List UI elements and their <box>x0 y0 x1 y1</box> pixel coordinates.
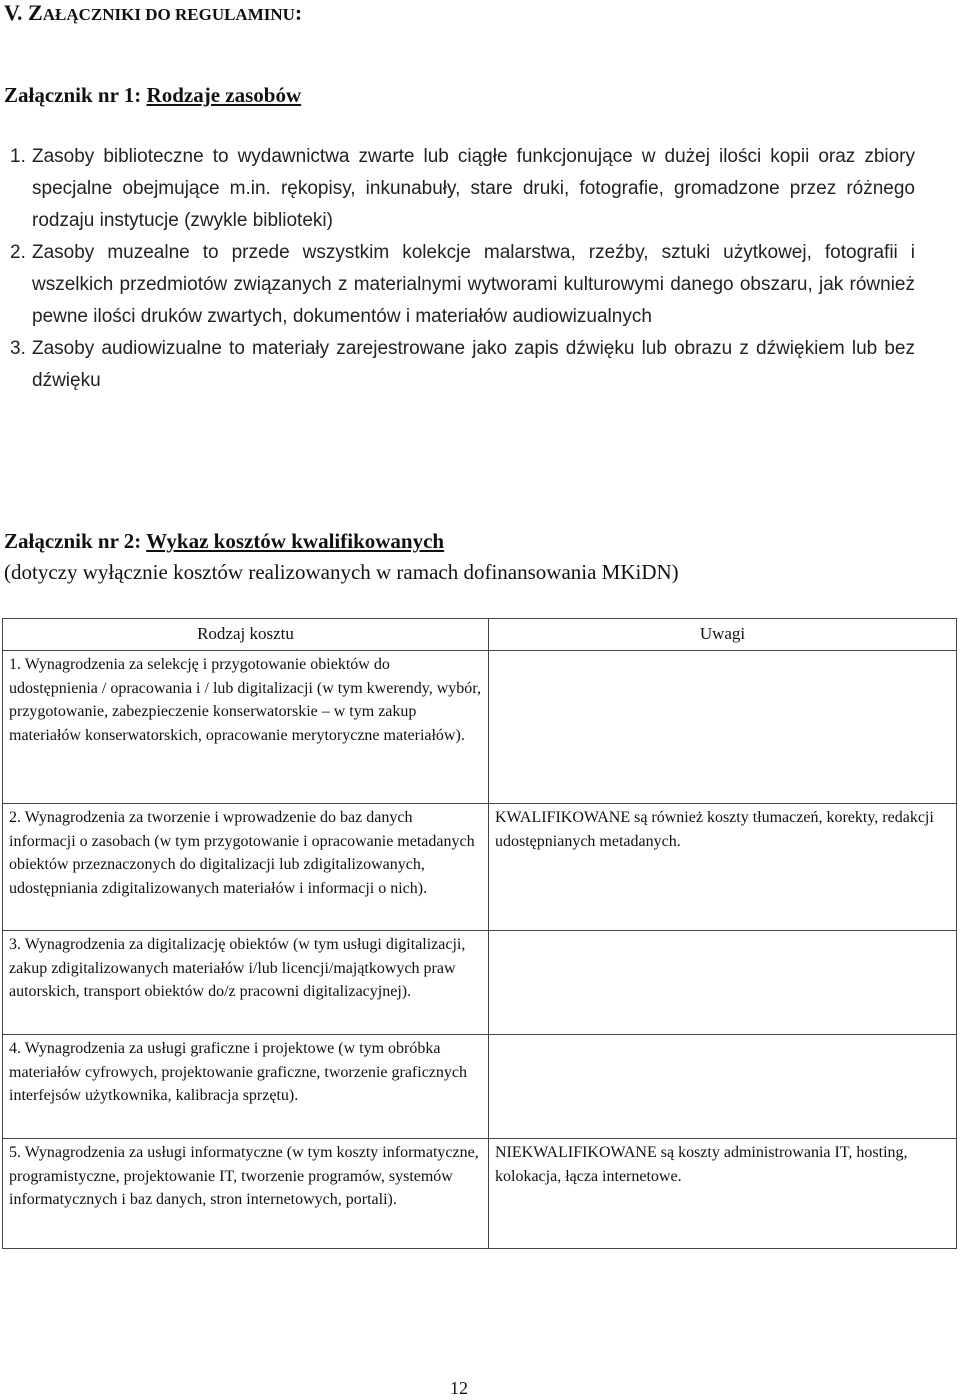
table-row <box>3 1035 957 1139</box>
table-row <box>3 1139 957 1249</box>
table-header-row <box>3 619 957 651</box>
column-header-cost-type: Rodzaj kosztu <box>3 619 489 651</box>
cost-cell: 4. Wynagrodzenia za usługi graficzne i projektowe (w tym obróbka materiałów cyfrowych, projektowanie graficzne, tworzenie graficznych interfejsów użytkownika, kalibracja sprzętu). <box>3 1035 489 1139</box>
list-item-text: Zasoby audiowizualne to materiały zarejestrowane jako zapis dźwięku lub obrazu z dźwiękiem lub bez dźwięku <box>32 338 915 391</box>
notes-cell: NIEKWALIFIKOWANE są koszty administrowania IT, hosting, kolokacja, łącza internetowe. <box>489 1139 957 1249</box>
attachment2-heading <box>4 528 444 554</box>
section-heading-roman: V. Z <box>4 0 43 25</box>
resource-types-list <box>10 141 915 397</box>
section-heading <box>4 0 302 28</box>
notes-cell <box>489 931 957 1035</box>
cost-cell: 3. Wynagrodzenia za digitalizację obiektów (w tym usługi digitalizacji, zakup zdigitalizowanych materiałów i/lub licencji/majątkowych praw autorskich, transport obiektów do/z pracowni digitalizacyjnej). <box>3 931 489 1035</box>
list-item-text: Zasoby biblioteczne to wydawnictwa zwarte lub ciągłe funkcjonujące w dużej ilości kopii oraz zbiory specjalne obejmujące m.in. rękopisy, inkunabuły, stare druki, fotografie, gromadzone przez różnego rodzaju instytucje (zwykle biblioteki) <box>32 146 915 231</box>
page-number: 12 <box>450 1378 468 1398</box>
notes-cell <box>489 651 957 804</box>
table-row <box>3 804 957 931</box>
list-item-number: 2. <box>10 242 26 263</box>
section-heading-colon: : <box>294 0 303 25</box>
attachment1-title: Rodzaje zasobów <box>146 83 302 107</box>
list-item <box>10 237 915 333</box>
attachment1-prefix: Załącznik nr 1: <box>4 83 147 107</box>
list-item-number: 3. <box>10 338 26 359</box>
list-item-number: 1. <box>10 146 26 167</box>
cost-cell: 5. Wynagrodzenia za usługi informatyczne (w tym koszty informatyczne, programistyczne, projektowanie IT, tworzenie programów, systemów informatycznych i baz danych, stron internetowych, portali). <box>3 1139 489 1249</box>
attachment2-title: Wykaz kosztów kwalifikowanych <box>146 529 445 553</box>
attachment2-prefix: Załącznik nr 2: <box>4 529 147 553</box>
list-item-text: Zasoby muzealne to przede wszystkim kolekcje malarstwa, rzeźby, sztuki użytkowej, fotografii i wszelkich przedmiotów związanych z materialnymi wytworami kulturowymi danego obszaru, jak również pewne ilości druków zwartych, dokumentów i materiałów audiowizualnych <box>32 242 915 327</box>
eligible-costs-table <box>2 618 957 1249</box>
list-item <box>10 333 915 397</box>
list-item <box>10 141 915 237</box>
table-row <box>3 931 957 1035</box>
attachment2-subtitle: (dotyczy wyłącznie kosztów realizowanych w ramach dofinansowania MKiDN) <box>4 560 679 584</box>
cost-cell: 1. Wynagrodzenia za selekcję i przygotowanie obiektów do udostępnienia / opracowania i / lub digitalizacji (w tym kwerendy, wybór, przygotowanie, zabezpieczenie konserwatorskie – w tym zakup materiałów konserwatorskich, opracowanie merytoryczne materiałów). <box>3 651 489 804</box>
attachment1-heading <box>4 82 301 108</box>
table-row <box>3 651 957 804</box>
section-heading-rest: AŁĄCZNIKI DO REGULAMINU <box>42 5 295 24</box>
cost-cell: 2. Wynagrodzenia za tworzenie i wprowadzenie do baz danych informacji o zasobach (w tym przygotowanie i opracowanie metadanych obiektów przeznaczonych do digitalizacji lub zdigitalizowanych, udostępniania zdigitalizowanych materiałów i informacji o nich). <box>3 804 489 931</box>
column-header-notes: Uwagi <box>489 619 957 651</box>
notes-cell: KWALIFIKOWANE są również koszty tłumaczeń, korekty, redakcji udostępnianych metadanych. <box>489 804 957 931</box>
notes-cell <box>489 1035 957 1139</box>
